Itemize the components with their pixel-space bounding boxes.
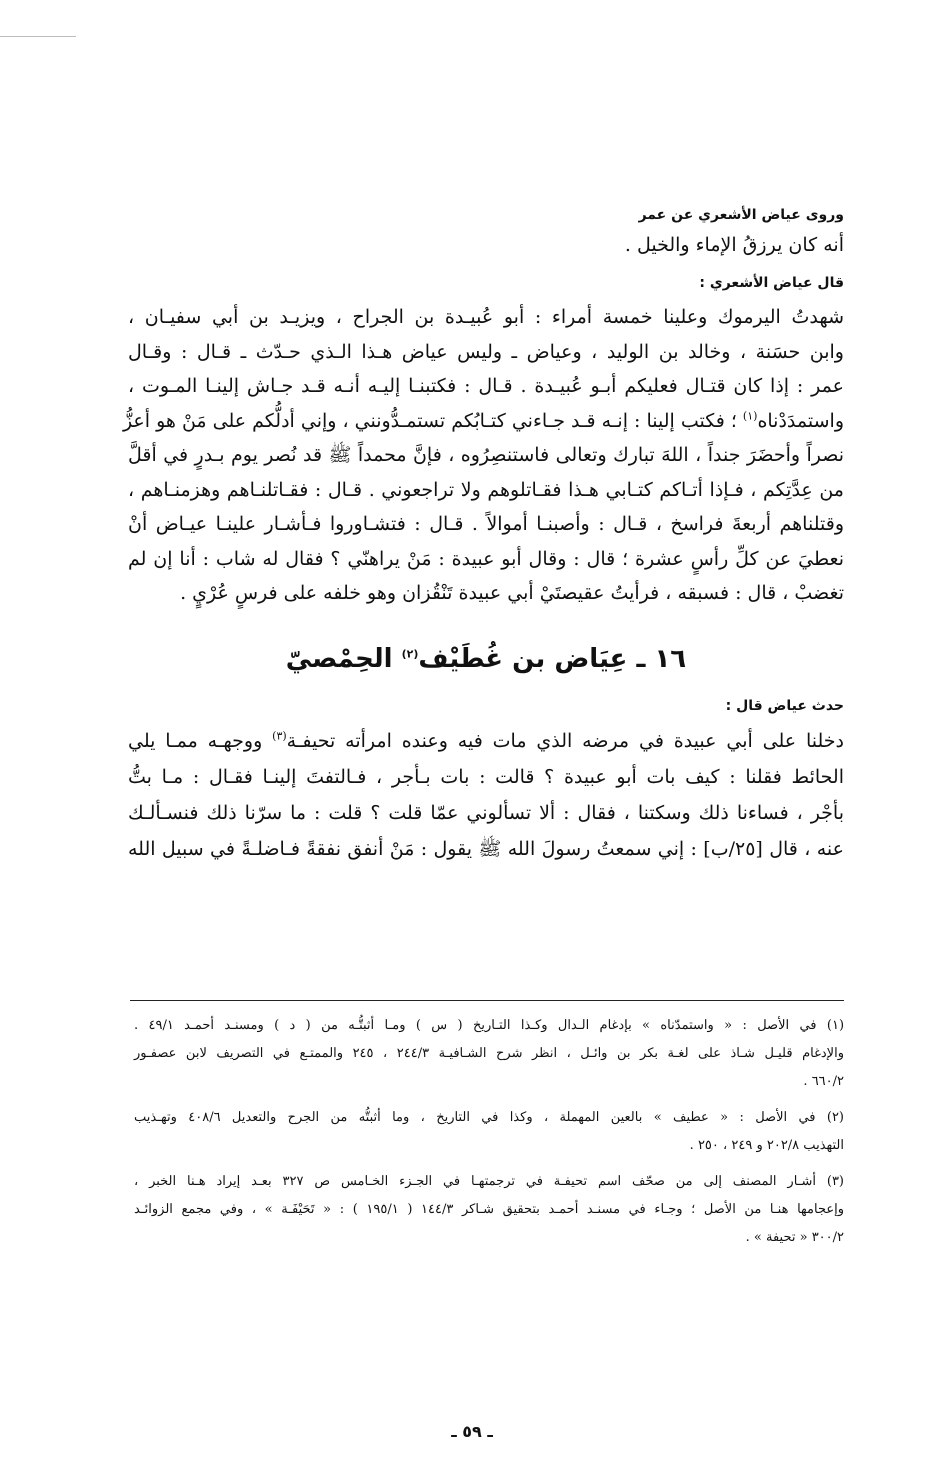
narration-label: حدث عياض قال :	[725, 697, 844, 714]
paragraph	[122, 300, 844, 611]
paragraph-line: نعطيَ عن كلِّ رأسٍ عشرة ؛ قال : وقال أبو عبيدة : مَنْ يراهنّي ؟ فقال له شاب : أنا إن لم	[128, 547, 844, 570]
footnote	[134, 1104, 844, 1160]
footnote-line: (٢) في الأصل : « عطيف » بالعين المهملة ، وكذا في التاريخ ، وما أثبتُّه من الجرح والتعديل ٤٠٨/٦ وتهـذيب	[134, 1110, 844, 1125]
heading-text: الحِمْصيّ	[285, 643, 402, 674]
page-number: ـ ٥٩ ـ	[451, 1422, 493, 1441]
footnote-line: (١) في الأصل : « واستمدّناه » بإدغام الـدال وكـذا التـاريخ ( س ) ومـا أثبتُّـه من ( د ) ومسنـد أحمـد ٤٩/١ .	[134, 1018, 845, 1033]
footnote-ref: (٢)	[401, 646, 419, 660]
footnote	[134, 1168, 844, 1252]
paragraph-line: بأجْر ، فساءنا ذلك وسكتنا ، فقال : ألا تسألوني عمّا قلت ؟ قلت : ما سرّنا ذلك فنسـألـك	[128, 801, 844, 824]
footnotes	[134, 1012, 844, 1260]
paragraph-line: نصراً وأحضَرَ جنداً ، اللهَ تبارك وتعالى فاستنصِرُوه ، فإنَّ محمداً ﷺ قد نُصر يوم بـدرٍ في أقلَّ	[128, 444, 844, 466]
footnote-separator	[130, 1000, 844, 1001]
narration-text: أنه كان يرزقُ الإماء والخيل .	[624, 234, 844, 256]
footnote-line: والإدغام قليـل شـاذ على لغـة بكر بن وائـل ، انظر شرح الشـافيـة ٢٤٤/٣ ، ٢٤٥ والممتـع في التصريف لابن عصفـور	[134, 1046, 844, 1061]
narration-label: وروى عياض الأشعري عن عمر	[638, 207, 844, 223]
paragraph-line: الحائط فقلنا : كيف بات أبو عبيدة ؟ قالت : بات بـأجر ، فـالتفتَ إلينـا فقـال : مـا بتُّ	[128, 765, 844, 788]
footnote-line: التهذيب ٢٠٢/٨ و ٢٤٩ ، ٢٥٠ .	[689, 1138, 844, 1153]
footnote-line: وإعجامها هنـا من الأصل ؛ وجـاء في مسنـد أحمـد بتحقيق شـاكر ١٤٤/٣ ( ١٩٥/١ ) : « تَحَيْفَـة » ، وفي مجمع الزوائـد	[134, 1202, 844, 1217]
footnote	[134, 1012, 844, 1096]
paragraph-text: واستمدَدْناه	[757, 409, 844, 432]
paragraph-line: وابن حسَنة ، وخالد بن الوليد ، وعياض ـ وليس عياض هـذا الـذي حـدّث ـ قـال : وقـال	[128, 340, 844, 363]
paragraph-line	[128, 723, 844, 759]
narration-label: قال عياض الأشعري :	[699, 275, 844, 291]
paragraph-text: دخلنا على أبي عبيدة في مرضه الذي مات فيه وعنده امرأته تحيفـة	[286, 729, 844, 752]
footnote-ref: (١)	[742, 409, 758, 423]
page-body	[122, 196, 844, 867]
section-heading	[128, 639, 844, 679]
footnote-ref: (٣)	[272, 729, 287, 743]
paragraph-text: ووجهـه ممـا يلي	[128, 729, 273, 752]
footnote-line: ٣٠٠/٢ « تحيفة » .	[745, 1230, 844, 1245]
paragraph-line	[122, 404, 844, 439]
paragraph-text: ؛ فكتب إلينا : إنـه قـد جـاءني كتـابُكم تستمـدُّونني ، وإني أدلُّكم على مَنْ هو أعزُّ	[122, 409, 743, 432]
paragraph-line: تغضبْ ، قال : فسبقه ، فرأيتُ عقيصتَيْ أبي عبيدة تَنْقُزان وهو خلفه على فرسٍ عُرْيٍ .	[180, 582, 844, 604]
paragraph-line: شهدتُ اليرموك وعلينا خمسة أمراء : أبو عُبيـدة بن الجراح ، ويزيـد بن أبي سفيـان ،	[128, 306, 844, 328]
paragraph-line: عمر : إذا كان قتـال فعليكم أبـو عُبيـدة . قـال : فكتبنـا إليـه أنـه قـد جـاش إلينـا المـوت ،	[128, 375, 844, 397]
footnote-line: ٦٦٠/٢ .	[803, 1074, 844, 1089]
footnote-line: (٣) أشـار المصنف إلى من صحّف اسم تحيفـة في ترجمتهـا في الجـزء الخـامس ص ٣٢٧ بعـد إيراد هـنا الخبر ،	[134, 1174, 844, 1189]
paragraph-line: عنه ، قال [٢٥/ب] : إني سمعتُ رسولَ الله ﷺ يقول : مَنْ أنفق نفقةً فـاضلـةً في سبيل الله	[128, 837, 844, 860]
corner-rule	[0, 36, 76, 37]
heading-text: ١٦ ـ عِيَاض بن غُطَيْف	[418, 643, 687, 674]
paragraph-line: وقتلناهم أربعةَ فراسخ ، قـال : وأصبنـا أموالاً . قـال : فتشـاوروا فـأشـار علينـا عيـاض أنْ	[128, 513, 844, 535]
paragraph-line: من عِدَّتِكم ، فـإذا أتـاكم كتـابي هـذا فقـاتلوهم ولا تراجعوني . قـال : فقـاتلنـاهم وهزمنـاهم ،	[128, 478, 844, 501]
paragraph	[128, 723, 844, 867]
